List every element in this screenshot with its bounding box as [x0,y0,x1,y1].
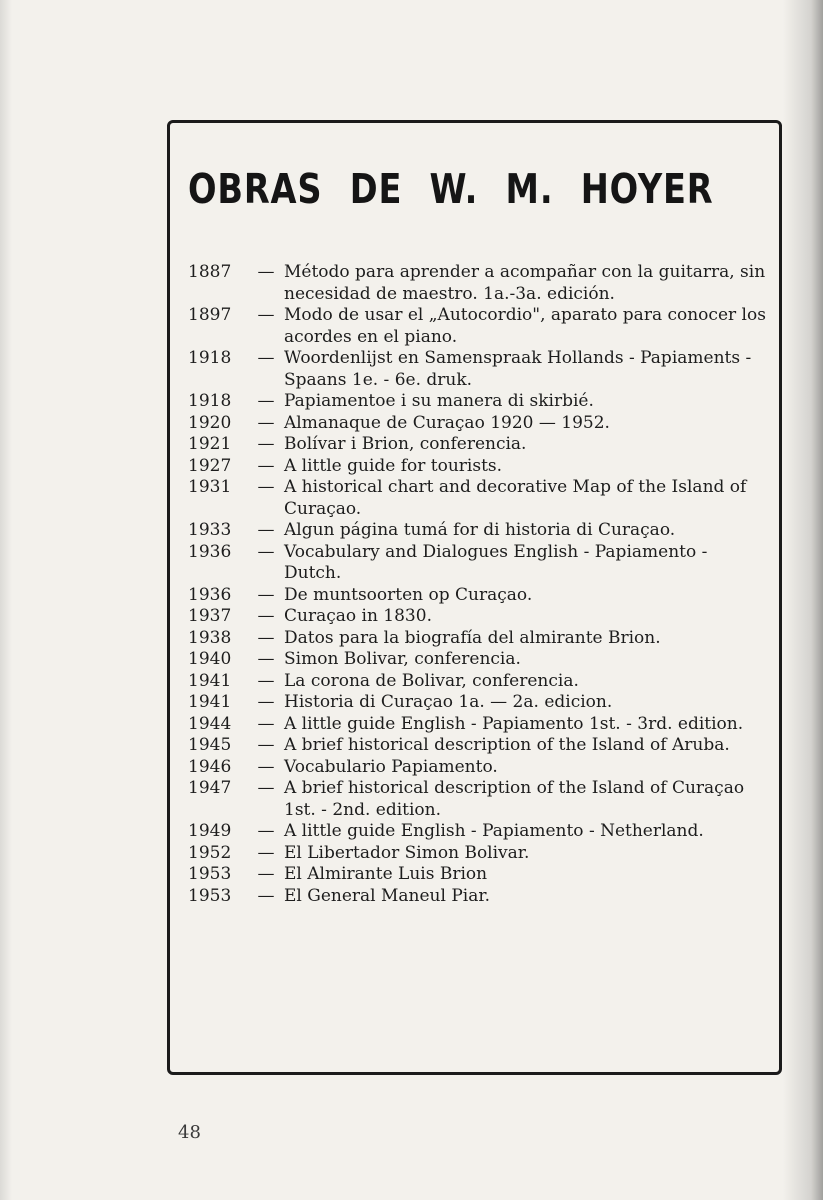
work-entry [188,864,768,886]
work-year: 1921 [188,434,232,454]
work-title: Datos para la biografía del almirante Brion. [284,627,661,648]
year-separator: — [257,262,275,282]
work-entry [188,413,768,435]
year-separator: — [257,584,275,605]
work-title: Historia di Curaçao 1a. — 2a. edicion. [284,692,613,712]
work-year: 1897 [188,305,232,325]
work-year: 1936 [188,541,232,562]
work-entry [188,434,768,456]
year-separator: — [257,842,275,863]
work-title: El General Maneul Piar. [284,885,491,906]
page-number: 48 [178,1122,201,1143]
work-year: 1920 [188,412,232,433]
work-year: 1953 [188,885,232,906]
work-year: 1936 [188,584,232,605]
year-separator: — [257,885,275,906]
work-entry [188,391,768,413]
work-entry [188,649,768,671]
work-title: Almanaque de Curaçao 1920 — 1952. [284,412,610,433]
year-separator: — [257,627,275,648]
work-year: 1946 [188,756,232,777]
work-title: De muntsoorten op Curaçao. [284,584,533,605]
work-year: 1949 [188,821,232,841]
year-separator: — [257,455,275,476]
year-separator: — [257,434,275,454]
year-separator: — [257,756,275,777]
work-year: 1953 [188,864,232,884]
work-entry [188,305,768,348]
work-title: Simon Bolivar, conferencia. [284,649,521,669]
work-title: Vocabulary and Dialogues English - Papiamento - Dutch. [284,541,708,583]
year-separator: — [257,391,275,411]
work-title: Algun página tumá for di historia di Curaçao. [284,520,676,540]
year-separator: — [257,735,275,755]
year-separator: — [257,821,275,841]
work-entry [188,456,768,478]
work-title: Bolívar i Brion, conferencia. [284,434,527,454]
work-year: 1947 [188,778,232,798]
work-title: La corona de Bolivar, conferencia. [284,670,579,691]
work-title: A brief historical description of the Island of Curaçao 1st. - 2nd. edition. [284,778,745,820]
work-entry [188,542,768,585]
work-entry [188,585,768,607]
year-separator: — [257,520,275,540]
work-year: 1945 [188,735,232,755]
work-title: Vocabulario Papiamento. [284,756,498,777]
year-separator: — [257,713,275,734]
work-title: Curaçao in 1830. [284,606,432,626]
year-separator: — [257,606,275,626]
year-separator: — [257,348,275,368]
page-title: OBRAS DE W. M. HOYER [188,165,714,213]
works-list [188,262,768,907]
work-entry [188,843,768,865]
work-year: 1941 [188,692,232,712]
year-separator: — [257,692,275,712]
work-entry [188,606,768,628]
work-entry [188,692,768,714]
work-entry [188,628,768,650]
work-year: 1937 [188,606,232,626]
year-separator: — [257,864,275,884]
year-separator: — [257,541,275,562]
work-title: A little guide for tourists. [284,455,503,476]
work-entry [188,778,768,821]
work-entry [188,671,768,693]
work-year: 1938 [188,627,232,648]
work-title: A historical chart and decorative Map of the Island of Curaçao. [284,477,747,519]
work-year: 1887 [188,262,232,282]
work-entry [188,348,768,391]
year-separator: — [257,649,275,669]
work-title: Papiamentoe i su manera di skirbié. [284,391,594,411]
work-entry [188,520,768,542]
page-edge-shadow-right [783,0,823,1200]
work-entry [188,477,768,520]
work-year: 1941 [188,670,232,691]
work-year: 1927 [188,455,232,476]
work-title: A little guide English - Papiamento 1st. - 3rd. edition. [284,713,744,734]
work-year: 1933 [188,520,232,540]
year-separator: — [257,305,275,325]
year-separator: — [257,412,275,433]
year-separator: — [257,670,275,691]
work-title: El Libertador Simon Bolivar. [284,842,530,863]
work-title: A brief historical description of the Island of Aruba. [284,735,730,755]
year-separator: — [257,778,275,798]
work-title: Método para aprender a acompañar con la guitarra, sin necesidad de maestro. 1a.-3a. edición. [284,262,766,304]
work-title: El Almirante Luis Brion [284,864,488,884]
work-title: A little guide English - Papiamento - Netherland. [284,821,704,841]
work-entry [188,821,768,843]
year-separator: — [257,477,275,497]
work-year: 1918 [188,348,232,368]
work-year: 1918 [188,391,232,411]
work-entry [188,757,768,779]
page-edge-shadow-left [0,0,12,1200]
work-entry [188,262,768,305]
work-title: Modo de usar el „Autocordio", aparato para conocer los acordes en el piano. [284,305,766,347]
work-entry [188,735,768,757]
work-year: 1944 [188,713,232,734]
work-title: Woordenlijst en Samenspraak Hollands - Papiaments - Spaans 1e. - 6e. druk. [284,348,752,390]
work-entry [188,886,768,908]
work-year: 1940 [188,649,232,669]
work-entry [188,714,768,736]
work-year: 1931 [188,477,232,497]
work-year: 1952 [188,842,232,863]
